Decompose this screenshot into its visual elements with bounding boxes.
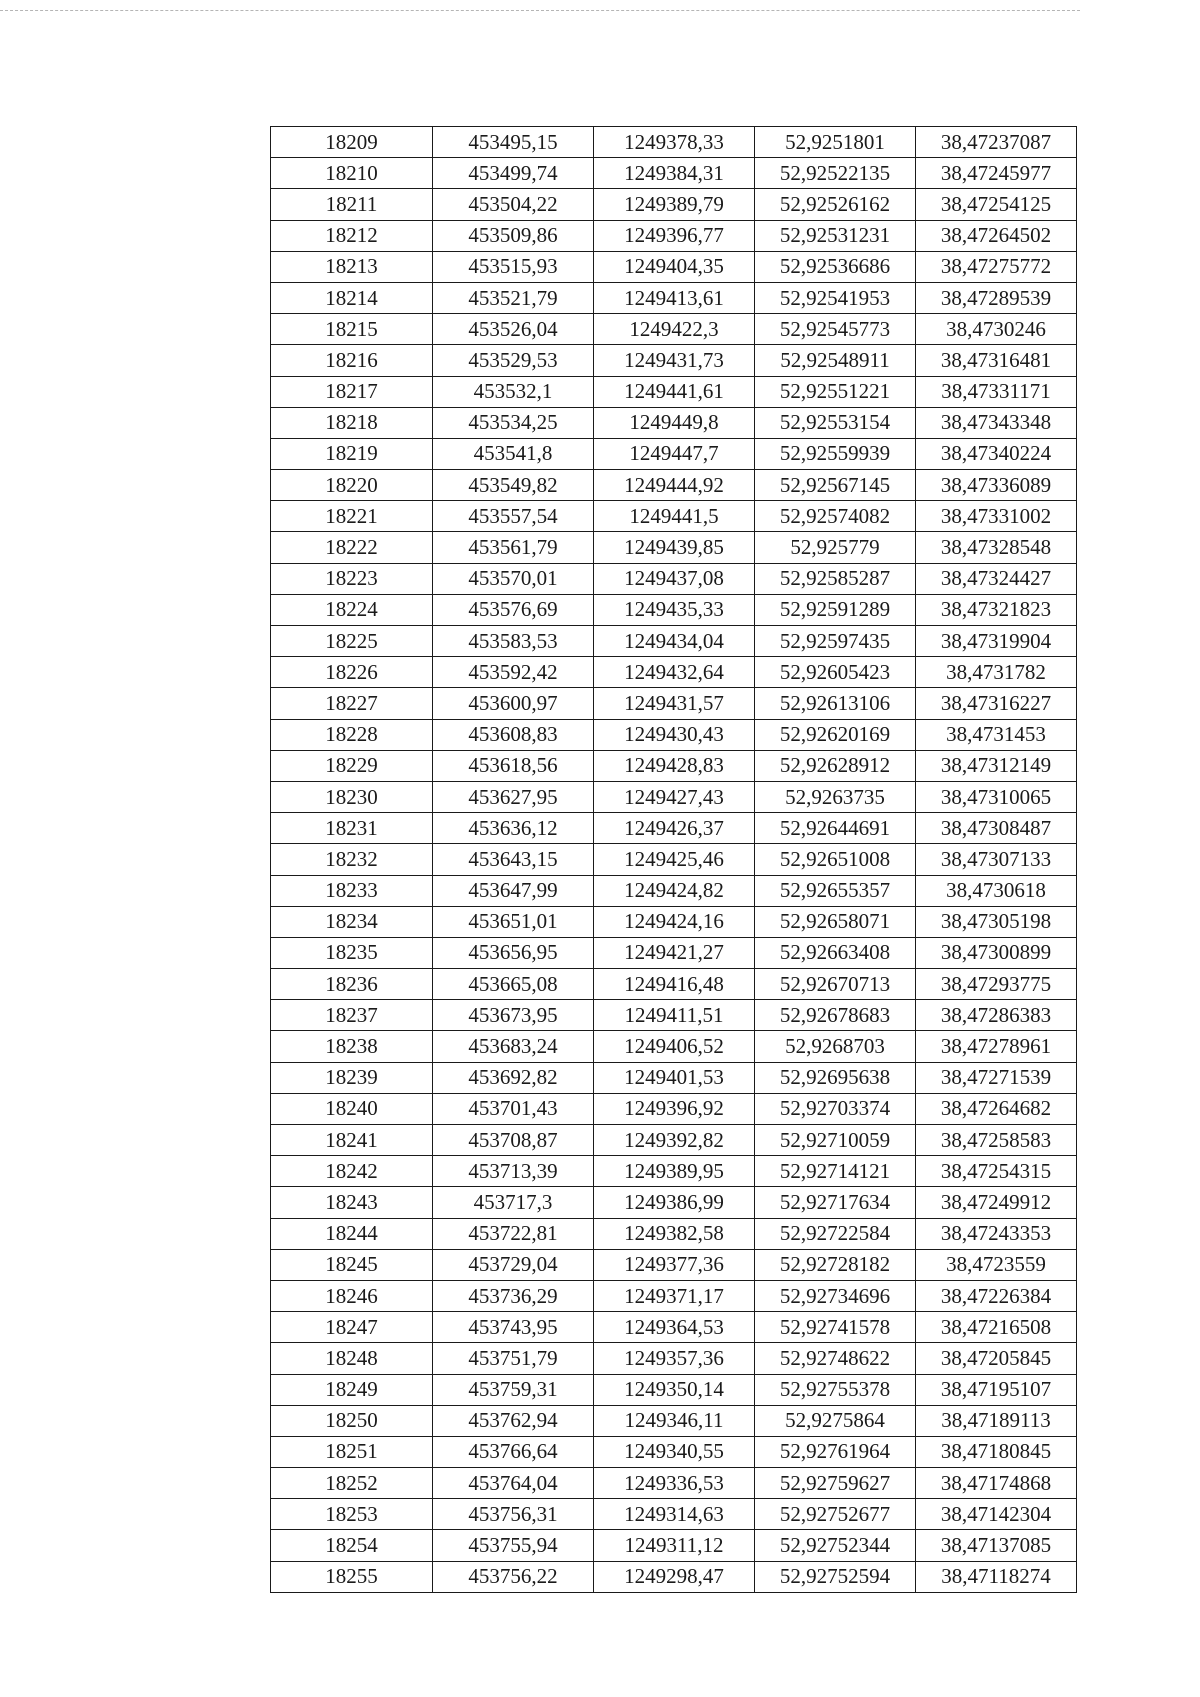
table-row bbox=[271, 1499, 1077, 1530]
table-row bbox=[271, 781, 1077, 812]
y-coordinate-cell: 1249350,14 bbox=[594, 1374, 755, 1405]
x-coordinate-cell: 453583,53 bbox=[433, 626, 594, 657]
longitude-cell: 38,4723559 bbox=[916, 1249, 1077, 1280]
point-number-cell: 18245 bbox=[271, 1249, 433, 1280]
table-row bbox=[271, 750, 1077, 781]
y-coordinate-cell: 1249401,53 bbox=[594, 1062, 755, 1093]
latitude-cell: 52,9275864 bbox=[755, 1405, 916, 1436]
point-number-cell: 18209 bbox=[271, 127, 433, 158]
y-coordinate-cell: 1249425,46 bbox=[594, 844, 755, 875]
longitude-cell: 38,47205845 bbox=[916, 1343, 1077, 1374]
longitude-cell: 38,47195107 bbox=[916, 1374, 1077, 1405]
longitude-cell: 38,47310065 bbox=[916, 781, 1077, 812]
longitude-cell: 38,47216508 bbox=[916, 1312, 1077, 1343]
point-number-cell: 18233 bbox=[271, 875, 433, 906]
point-number-cell: 18231 bbox=[271, 813, 433, 844]
x-coordinate-cell: 453627,95 bbox=[433, 781, 594, 812]
x-coordinate-cell: 453713,39 bbox=[433, 1156, 594, 1187]
table-row bbox=[271, 501, 1077, 532]
latitude-cell: 52,92655357 bbox=[755, 875, 916, 906]
point-number-cell: 18252 bbox=[271, 1468, 433, 1499]
table-row bbox=[271, 1093, 1077, 1124]
table-row bbox=[271, 470, 1077, 501]
point-number-cell: 18237 bbox=[271, 1000, 433, 1031]
point-number-cell: 18221 bbox=[271, 501, 433, 532]
table-row bbox=[271, 563, 1077, 594]
x-coordinate-cell: 453717,3 bbox=[433, 1187, 594, 1218]
latitude-cell: 52,92759627 bbox=[755, 1468, 916, 1499]
y-coordinate-cell: 1249411,51 bbox=[594, 1000, 755, 1031]
x-coordinate-cell: 453495,15 bbox=[433, 127, 594, 158]
latitude-cell: 52,9268703 bbox=[755, 1031, 916, 1062]
latitude-cell: 52,92585287 bbox=[755, 563, 916, 594]
point-number-cell: 18250 bbox=[271, 1405, 433, 1436]
y-coordinate-cell: 1249413,61 bbox=[594, 282, 755, 313]
y-coordinate-cell: 1249435,33 bbox=[594, 594, 755, 625]
x-coordinate-cell: 453665,08 bbox=[433, 969, 594, 1000]
point-number-cell: 18225 bbox=[271, 626, 433, 657]
x-coordinate-cell: 453534,25 bbox=[433, 407, 594, 438]
latitude-cell: 52,92536686 bbox=[755, 251, 916, 282]
table-row bbox=[271, 1280, 1077, 1311]
latitude-cell: 52,92644691 bbox=[755, 813, 916, 844]
table-row bbox=[271, 1436, 1077, 1467]
x-coordinate-cell: 453509,86 bbox=[433, 220, 594, 251]
longitude-cell: 38,47245977 bbox=[916, 158, 1077, 189]
longitude-cell: 38,4731453 bbox=[916, 719, 1077, 750]
y-coordinate-cell: 1249431,73 bbox=[594, 345, 755, 376]
point-number-cell: 18249 bbox=[271, 1374, 433, 1405]
longitude-cell: 38,47321823 bbox=[916, 594, 1077, 625]
longitude-cell: 38,47258583 bbox=[916, 1125, 1077, 1156]
longitude-cell: 38,47271539 bbox=[916, 1062, 1077, 1093]
table-row bbox=[271, 594, 1077, 625]
y-coordinate-cell: 1249336,53 bbox=[594, 1468, 755, 1499]
x-coordinate-cell: 453532,1 bbox=[433, 376, 594, 407]
table-row bbox=[271, 813, 1077, 844]
table-row bbox=[271, 532, 1077, 563]
y-coordinate-cell: 1249421,27 bbox=[594, 937, 755, 968]
longitude-cell: 38,47264682 bbox=[916, 1093, 1077, 1124]
longitude-cell: 38,4731782 bbox=[916, 657, 1077, 688]
x-coordinate-cell: 453751,79 bbox=[433, 1343, 594, 1374]
table-row bbox=[271, 1405, 1077, 1436]
y-coordinate-cell: 1249424,16 bbox=[594, 906, 755, 937]
latitude-cell: 52,92567145 bbox=[755, 470, 916, 501]
table-row bbox=[271, 844, 1077, 875]
y-coordinate-cell: 1249346,11 bbox=[594, 1405, 755, 1436]
y-coordinate-cell: 1249424,82 bbox=[594, 875, 755, 906]
latitude-cell: 52,92752344 bbox=[755, 1530, 916, 1561]
x-coordinate-cell: 453651,01 bbox=[433, 906, 594, 937]
coordinates-table bbox=[270, 126, 1077, 1593]
x-coordinate-cell: 453736,29 bbox=[433, 1280, 594, 1311]
y-coordinate-cell: 1249340,55 bbox=[594, 1436, 755, 1467]
point-number-cell: 18216 bbox=[271, 345, 433, 376]
x-coordinate-cell: 453656,95 bbox=[433, 937, 594, 968]
point-number-cell: 18218 bbox=[271, 407, 433, 438]
latitude-cell: 52,92678683 bbox=[755, 1000, 916, 1031]
x-coordinate-cell: 453759,31 bbox=[433, 1374, 594, 1405]
table-row bbox=[271, 657, 1077, 688]
y-coordinate-cell: 1249441,61 bbox=[594, 376, 755, 407]
longitude-cell: 38,47275772 bbox=[916, 251, 1077, 282]
y-coordinate-cell: 1249396,92 bbox=[594, 1093, 755, 1124]
longitude-cell: 38,47300899 bbox=[916, 937, 1077, 968]
longitude-cell: 38,47340224 bbox=[916, 438, 1077, 469]
longitude-cell: 38,4730246 bbox=[916, 314, 1077, 345]
table-row bbox=[271, 626, 1077, 657]
x-coordinate-cell: 453673,95 bbox=[433, 1000, 594, 1031]
table-row bbox=[271, 1218, 1077, 1249]
longitude-cell: 38,47278961 bbox=[916, 1031, 1077, 1062]
x-coordinate-cell: 453600,97 bbox=[433, 688, 594, 719]
longitude-cell: 38,47189113 bbox=[916, 1405, 1077, 1436]
latitude-cell: 52,92695638 bbox=[755, 1062, 916, 1093]
latitude-cell: 52,92752677 bbox=[755, 1499, 916, 1530]
y-coordinate-cell: 1249392,82 bbox=[594, 1125, 755, 1156]
x-coordinate-cell: 453692,82 bbox=[433, 1062, 594, 1093]
point-number-cell: 18240 bbox=[271, 1093, 433, 1124]
point-number-cell: 18238 bbox=[271, 1031, 433, 1062]
point-number-cell: 18248 bbox=[271, 1343, 433, 1374]
y-coordinate-cell: 1249389,95 bbox=[594, 1156, 755, 1187]
point-number-cell: 18227 bbox=[271, 688, 433, 719]
table-row bbox=[271, 220, 1077, 251]
table-row bbox=[271, 1312, 1077, 1343]
latitude-cell: 52,92591289 bbox=[755, 594, 916, 625]
longitude-cell: 38,47264502 bbox=[916, 220, 1077, 251]
table-row bbox=[271, 719, 1077, 750]
x-coordinate-cell: 453557,54 bbox=[433, 501, 594, 532]
table-row bbox=[271, 937, 1077, 968]
y-coordinate-cell: 1249439,85 bbox=[594, 532, 755, 563]
point-number-cell: 18246 bbox=[271, 1280, 433, 1311]
latitude-cell: 52,92548911 bbox=[755, 345, 916, 376]
latitude-cell: 52,92717634 bbox=[755, 1187, 916, 1218]
point-number-cell: 18253 bbox=[271, 1499, 433, 1530]
latitude-cell: 52,92755378 bbox=[755, 1374, 916, 1405]
point-number-cell: 18219 bbox=[271, 438, 433, 469]
x-coordinate-cell: 453618,56 bbox=[433, 750, 594, 781]
table-row bbox=[271, 438, 1077, 469]
x-coordinate-cell: 453762,94 bbox=[433, 1405, 594, 1436]
y-coordinate-cell: 1249357,36 bbox=[594, 1343, 755, 1374]
table-row bbox=[271, 1125, 1077, 1156]
y-coordinate-cell: 1249377,36 bbox=[594, 1249, 755, 1280]
point-number-cell: 18213 bbox=[271, 251, 433, 282]
table-row bbox=[271, 906, 1077, 937]
longitude-cell: 38,47142304 bbox=[916, 1499, 1077, 1530]
latitude-cell: 52,92703374 bbox=[755, 1093, 916, 1124]
latitude-cell: 52,92531231 bbox=[755, 220, 916, 251]
x-coordinate-cell: 453756,22 bbox=[433, 1561, 594, 1592]
latitude-cell: 52,92728182 bbox=[755, 1249, 916, 1280]
x-coordinate-cell: 453521,79 bbox=[433, 282, 594, 313]
x-coordinate-cell: 453549,82 bbox=[433, 470, 594, 501]
table-row bbox=[271, 1156, 1077, 1187]
longitude-cell: 38,47286383 bbox=[916, 1000, 1077, 1031]
point-number-cell: 18244 bbox=[271, 1218, 433, 1249]
longitude-cell: 38,47343348 bbox=[916, 407, 1077, 438]
longitude-cell: 38,47118274 bbox=[916, 1561, 1077, 1592]
x-coordinate-cell: 453764,04 bbox=[433, 1468, 594, 1499]
y-coordinate-cell: 1249378,33 bbox=[594, 127, 755, 158]
point-number-cell: 18242 bbox=[271, 1156, 433, 1187]
longitude-cell: 38,47293775 bbox=[916, 969, 1077, 1000]
table-row bbox=[271, 1561, 1077, 1592]
latitude-cell: 52,92559939 bbox=[755, 438, 916, 469]
point-number-cell: 18223 bbox=[271, 563, 433, 594]
latitude-cell: 52,9263735 bbox=[755, 781, 916, 812]
point-number-cell: 18247 bbox=[271, 1312, 433, 1343]
latitude-cell: 52,92526162 bbox=[755, 189, 916, 220]
y-coordinate-cell: 1249427,43 bbox=[594, 781, 755, 812]
longitude-cell: 38,47319904 bbox=[916, 626, 1077, 657]
longitude-cell: 38,47331171 bbox=[916, 376, 1077, 407]
y-coordinate-cell: 1249444,92 bbox=[594, 470, 755, 501]
point-number-cell: 18212 bbox=[271, 220, 433, 251]
y-coordinate-cell: 1249364,53 bbox=[594, 1312, 755, 1343]
x-coordinate-cell: 453576,69 bbox=[433, 594, 594, 625]
longitude-cell: 38,47289539 bbox=[916, 282, 1077, 313]
point-number-cell: 18228 bbox=[271, 719, 433, 750]
x-coordinate-cell: 453541,8 bbox=[433, 438, 594, 469]
x-coordinate-cell: 453570,01 bbox=[433, 563, 594, 594]
x-coordinate-cell: 453722,81 bbox=[433, 1218, 594, 1249]
point-number-cell: 18241 bbox=[271, 1125, 433, 1156]
table-row bbox=[271, 1000, 1077, 1031]
x-coordinate-cell: 453708,87 bbox=[433, 1125, 594, 1156]
table-row bbox=[271, 1062, 1077, 1093]
table-row bbox=[271, 1530, 1077, 1561]
latitude-cell: 52,92613106 bbox=[755, 688, 916, 719]
y-coordinate-cell: 1249389,79 bbox=[594, 189, 755, 220]
y-coordinate-cell: 1249311,12 bbox=[594, 1530, 755, 1561]
table-row bbox=[271, 314, 1077, 345]
point-number-cell: 18222 bbox=[271, 532, 433, 563]
latitude-cell: 52,92605423 bbox=[755, 657, 916, 688]
latitude-cell: 52,92734696 bbox=[755, 1280, 916, 1311]
longitude-cell: 38,47336089 bbox=[916, 470, 1077, 501]
point-number-cell: 18232 bbox=[271, 844, 433, 875]
y-coordinate-cell: 1249441,5 bbox=[594, 501, 755, 532]
latitude-cell: 52,92545773 bbox=[755, 314, 916, 345]
latitude-cell: 52,92714121 bbox=[755, 1156, 916, 1187]
coordinates-table-body bbox=[271, 127, 1077, 1593]
table-row bbox=[271, 407, 1077, 438]
y-coordinate-cell: 1249431,57 bbox=[594, 688, 755, 719]
table-row bbox=[271, 345, 1077, 376]
latitude-cell: 52,92658071 bbox=[755, 906, 916, 937]
y-coordinate-cell: 1249386,99 bbox=[594, 1187, 755, 1218]
latitude-cell: 52,92748622 bbox=[755, 1343, 916, 1374]
x-coordinate-cell: 453683,24 bbox=[433, 1031, 594, 1062]
y-coordinate-cell: 1249371,17 bbox=[594, 1280, 755, 1311]
table-row bbox=[271, 1343, 1077, 1374]
table-row bbox=[271, 376, 1077, 407]
longitude-cell: 38,47180845 bbox=[916, 1436, 1077, 1467]
latitude-cell: 52,92722584 bbox=[755, 1218, 916, 1249]
longitude-cell: 38,47226384 bbox=[916, 1280, 1077, 1311]
x-coordinate-cell: 453515,93 bbox=[433, 251, 594, 282]
point-number-cell: 18220 bbox=[271, 470, 433, 501]
x-coordinate-cell: 453529,53 bbox=[433, 345, 594, 376]
table-row bbox=[271, 1249, 1077, 1280]
table-row bbox=[271, 158, 1077, 189]
point-number-cell: 18229 bbox=[271, 750, 433, 781]
table-row bbox=[271, 875, 1077, 906]
y-coordinate-cell: 1249396,77 bbox=[594, 220, 755, 251]
y-coordinate-cell: 1249447,7 bbox=[594, 438, 755, 469]
point-number-cell: 18236 bbox=[271, 969, 433, 1000]
y-coordinate-cell: 1249298,47 bbox=[594, 1561, 755, 1592]
point-number-cell: 18224 bbox=[271, 594, 433, 625]
y-coordinate-cell: 1249426,37 bbox=[594, 813, 755, 844]
table-row bbox=[271, 127, 1077, 158]
longitude-cell: 38,47307133 bbox=[916, 844, 1077, 875]
y-coordinate-cell: 1249434,04 bbox=[594, 626, 755, 657]
latitude-cell: 52,92522135 bbox=[755, 158, 916, 189]
point-number-cell: 18214 bbox=[271, 282, 433, 313]
x-coordinate-cell: 453647,99 bbox=[433, 875, 594, 906]
longitude-cell: 38,47243353 bbox=[916, 1218, 1077, 1249]
table-row bbox=[271, 1374, 1077, 1405]
table-row bbox=[271, 688, 1077, 719]
latitude-cell: 52,92663408 bbox=[755, 937, 916, 968]
latitude-cell: 52,92710059 bbox=[755, 1125, 916, 1156]
x-coordinate-cell: 453743,95 bbox=[433, 1312, 594, 1343]
latitude-cell: 52,92553154 bbox=[755, 407, 916, 438]
y-coordinate-cell: 1249432,64 bbox=[594, 657, 755, 688]
x-coordinate-cell: 453766,64 bbox=[433, 1436, 594, 1467]
x-coordinate-cell: 453499,74 bbox=[433, 158, 594, 189]
latitude-cell: 52,9251801 bbox=[755, 127, 916, 158]
point-number-cell: 18211 bbox=[271, 189, 433, 220]
longitude-cell: 38,4730618 bbox=[916, 875, 1077, 906]
x-coordinate-cell: 453643,15 bbox=[433, 844, 594, 875]
latitude-cell: 52,92752594 bbox=[755, 1561, 916, 1592]
y-coordinate-cell: 1249404,35 bbox=[594, 251, 755, 282]
scan-edge-line bbox=[0, 10, 1080, 11]
longitude-cell: 38,47237087 bbox=[916, 127, 1077, 158]
latitude-cell: 52,92541953 bbox=[755, 282, 916, 313]
point-number-cell: 18230 bbox=[271, 781, 433, 812]
latitude-cell: 52,92551221 bbox=[755, 376, 916, 407]
latitude-cell: 52,92651008 bbox=[755, 844, 916, 875]
point-number-cell: 18210 bbox=[271, 158, 433, 189]
longitude-cell: 38,47249912 bbox=[916, 1187, 1077, 1218]
longitude-cell: 38,47254125 bbox=[916, 189, 1077, 220]
longitude-cell: 38,47305198 bbox=[916, 906, 1077, 937]
y-coordinate-cell: 1249406,52 bbox=[594, 1031, 755, 1062]
latitude-cell: 52,92597435 bbox=[755, 626, 916, 657]
table-row bbox=[271, 1031, 1077, 1062]
longitude-cell: 38,47316227 bbox=[916, 688, 1077, 719]
x-coordinate-cell: 453504,22 bbox=[433, 189, 594, 220]
longitude-cell: 38,47312149 bbox=[916, 750, 1077, 781]
x-coordinate-cell: 453755,94 bbox=[433, 1530, 594, 1561]
table-row bbox=[271, 251, 1077, 282]
x-coordinate-cell: 453526,04 bbox=[433, 314, 594, 345]
x-coordinate-cell: 453592,42 bbox=[433, 657, 594, 688]
table-row bbox=[271, 969, 1077, 1000]
point-number-cell: 18243 bbox=[271, 1187, 433, 1218]
table-row bbox=[271, 1468, 1077, 1499]
longitude-cell: 38,47324427 bbox=[916, 563, 1077, 594]
longitude-cell: 38,47137085 bbox=[916, 1530, 1077, 1561]
point-number-cell: 18234 bbox=[271, 906, 433, 937]
point-number-cell: 18217 bbox=[271, 376, 433, 407]
latitude-cell: 52,92620169 bbox=[755, 719, 916, 750]
point-number-cell: 18254 bbox=[271, 1530, 433, 1561]
y-coordinate-cell: 1249449,8 bbox=[594, 407, 755, 438]
x-coordinate-cell: 453608,83 bbox=[433, 719, 594, 750]
latitude-cell: 52,925779 bbox=[755, 532, 916, 563]
y-coordinate-cell: 1249428,83 bbox=[594, 750, 755, 781]
longitude-cell: 38,47174868 bbox=[916, 1468, 1077, 1499]
longitude-cell: 38,47316481 bbox=[916, 345, 1077, 376]
latitude-cell: 52,92741578 bbox=[755, 1312, 916, 1343]
y-coordinate-cell: 1249384,31 bbox=[594, 158, 755, 189]
x-coordinate-cell: 453636,12 bbox=[433, 813, 594, 844]
x-coordinate-cell: 453756,31 bbox=[433, 1499, 594, 1530]
longitude-cell: 38,47331002 bbox=[916, 501, 1077, 532]
latitude-cell: 52,92574082 bbox=[755, 501, 916, 532]
x-coordinate-cell: 453561,79 bbox=[433, 532, 594, 563]
y-coordinate-cell: 1249416,48 bbox=[594, 969, 755, 1000]
y-coordinate-cell: 1249430,43 bbox=[594, 719, 755, 750]
latitude-cell: 52,92628912 bbox=[755, 750, 916, 781]
table-row bbox=[271, 282, 1077, 313]
latitude-cell: 52,92670713 bbox=[755, 969, 916, 1000]
x-coordinate-cell: 453729,04 bbox=[433, 1249, 594, 1280]
point-number-cell: 18239 bbox=[271, 1062, 433, 1093]
table-row bbox=[271, 189, 1077, 220]
y-coordinate-cell: 1249382,58 bbox=[594, 1218, 755, 1249]
y-coordinate-cell: 1249314,63 bbox=[594, 1499, 755, 1530]
point-number-cell: 18235 bbox=[271, 937, 433, 968]
longitude-cell: 38,47254315 bbox=[916, 1156, 1077, 1187]
y-coordinate-cell: 1249437,08 bbox=[594, 563, 755, 594]
longitude-cell: 38,47328548 bbox=[916, 532, 1077, 563]
point-number-cell: 18251 bbox=[271, 1436, 433, 1467]
latitude-cell: 52,92761964 bbox=[755, 1436, 916, 1467]
longitude-cell: 38,47308487 bbox=[916, 813, 1077, 844]
table-row bbox=[271, 1187, 1077, 1218]
point-number-cell: 18255 bbox=[271, 1561, 433, 1592]
y-coordinate-cell: 1249422,3 bbox=[594, 314, 755, 345]
point-number-cell: 18215 bbox=[271, 314, 433, 345]
point-number-cell: 18226 bbox=[271, 657, 433, 688]
x-coordinate-cell: 453701,43 bbox=[433, 1093, 594, 1124]
